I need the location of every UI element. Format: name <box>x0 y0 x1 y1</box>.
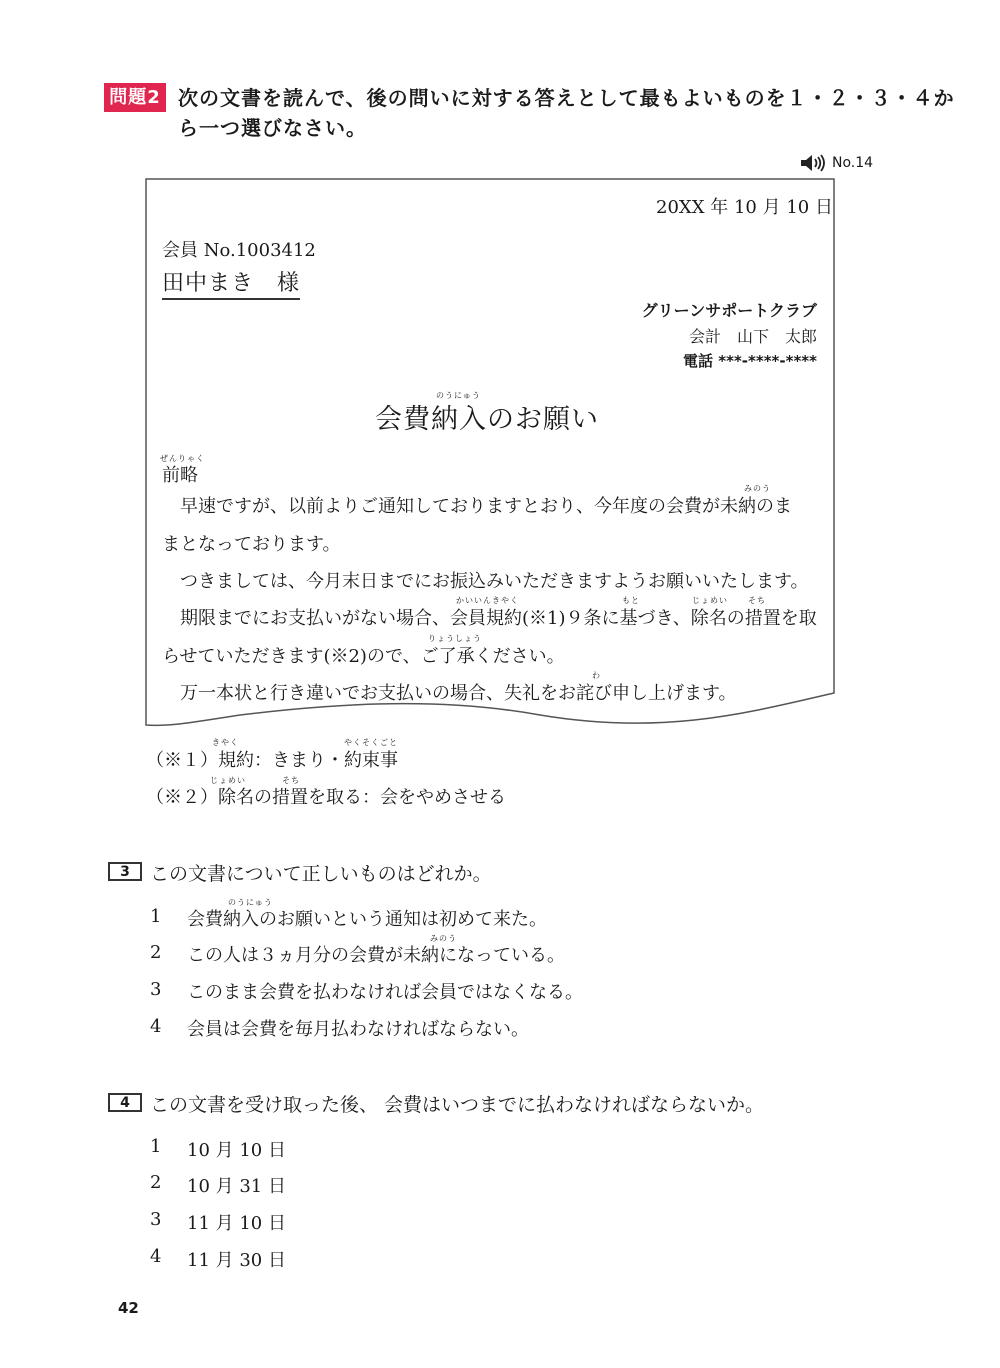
paragraph-3-line-2: らせていただきます(※2)ので、ご了承ください。 <box>162 646 565 667</box>
q3-option-4-number: 4 <box>150 1016 162 1037</box>
q3-option-3-number: 3 <box>150 979 162 1000</box>
paragraph-1-line-2: まとなっております。 <box>162 534 341 555</box>
question-4-text: この文書を受け取った後、 会費はいつまでに払わなければならないか。 <box>150 1094 765 1116</box>
speaker-icon <box>800 154 828 172</box>
paragraph-1-line-1: 早速ですが、以前よりご通知しておりますとおり、今年度の会費が未納のま <box>180 496 792 517</box>
p3-ruby-moto: もと <box>622 596 640 605</box>
instruction-line-2: ら一つ選びなさい。 <box>178 116 367 140</box>
paragraph-2: つきましては、今月末日までにお振込みいただきますようお願いいたします。 <box>180 571 809 592</box>
paragraph-3-line-1: 期限までにお支払いがない場合、会員規約(※1)９条に基づき、除名の措置を取 <box>180 608 817 629</box>
note-2-ruby-sochi: そち <box>282 776 300 785</box>
q4-option-2-number: 2 <box>150 1172 162 1193</box>
q4-option-4-number: 4 <box>150 1246 162 1267</box>
opening-ruby: ぜんりゃく <box>160 454 205 463</box>
q3-option-1-ruby: のうにゅう <box>228 898 273 907</box>
q3-option-1-number: 1 <box>150 906 162 927</box>
paragraph-4: 万一本状と行き違いでお支払いの場合、失礼をお詫び申し上げます。 <box>180 683 737 704</box>
q3-option-1[interactable]: 会費納入のお願いという通知は初めて来た。 <box>187 909 547 930</box>
instruction-line-1: 次の文書を読んで、後の問いに対する答えとして最もよいものを１・２・３・４か <box>178 86 955 110</box>
audio-track[interactable] <box>800 153 873 173</box>
letter-opening: 前略 <box>162 465 198 486</box>
q3-option-2-ruby: みのう <box>430 934 457 943</box>
audio-track-number: No.14 <box>832 155 874 171</box>
p3-ruby-jomei: じょめい <box>692 596 728 605</box>
p4-ruby: わ <box>592 671 601 680</box>
q4-option-1-number: 1 <box>150 1136 162 1157</box>
question-4-number: 4 <box>108 1093 142 1112</box>
page-number: 42 <box>118 1299 139 1317</box>
member-number: 会員 No.1003412 <box>162 240 316 261</box>
q4-option-3[interactable]: 11 月 10 日 <box>187 1213 286 1234</box>
q3-option-2[interactable]: この人は３ヵ月分の会費が未納になっている。 <box>187 945 565 966</box>
title-ruby: のうにゅう <box>436 391 481 400</box>
question-badge: 問題2 <box>104 83 166 112</box>
p3-ruby-sochi: そち <box>748 596 766 605</box>
recipient-name: 田中まき 様 <box>162 266 300 300</box>
sender-organization: グリーンサポートクラブ <box>641 301 817 320</box>
p3-ruby-kiyaku: かいいんきやく <box>456 596 519 605</box>
q4-option-2[interactable]: 10 月 31 日 <box>187 1176 286 1197</box>
question-3-number: 3 <box>108 862 142 881</box>
q3-option-2-number: 2 <box>150 942 162 963</box>
question-3-text: この文書について正しいものはどれか。 <box>150 863 492 885</box>
sender-name: 会計 山下 太郎 <box>688 327 817 346</box>
note-2: （※２）除名の措置を取る：会をやめさせる <box>146 787 506 808</box>
q4-option-4[interactable]: 11 月 30 日 <box>187 1250 286 1271</box>
letter-date: 20XX 年 10 月 10 日 <box>656 197 833 218</box>
note-1: （※１）規約：きまり・約束事 <box>146 750 398 771</box>
note-2-ruby-jomei: じょめい <box>210 776 246 785</box>
letter-title: 会費納入のお願い <box>375 404 599 435</box>
note-1-ruby-yakusoku: やくそくごと <box>344 738 398 747</box>
p1-ruby: みのう <box>744 484 771 493</box>
q4-option-1[interactable]: 10 月 10 日 <box>187 1140 286 1161</box>
q4-option-3-number: 3 <box>150 1209 162 1230</box>
sender-phone: 電話 ***-****-**** <box>683 352 817 370</box>
note-1-ruby-kiyaku: きやく <box>212 738 239 747</box>
p3-ruby-ryousho: りょうしょう <box>428 634 482 643</box>
q3-option-3[interactable]: このまま会費を払わなければ会員ではなくなる。 <box>187 982 583 1003</box>
q3-option-4[interactable]: 会員は会費を毎月払わなければならない。 <box>187 1019 529 1040</box>
